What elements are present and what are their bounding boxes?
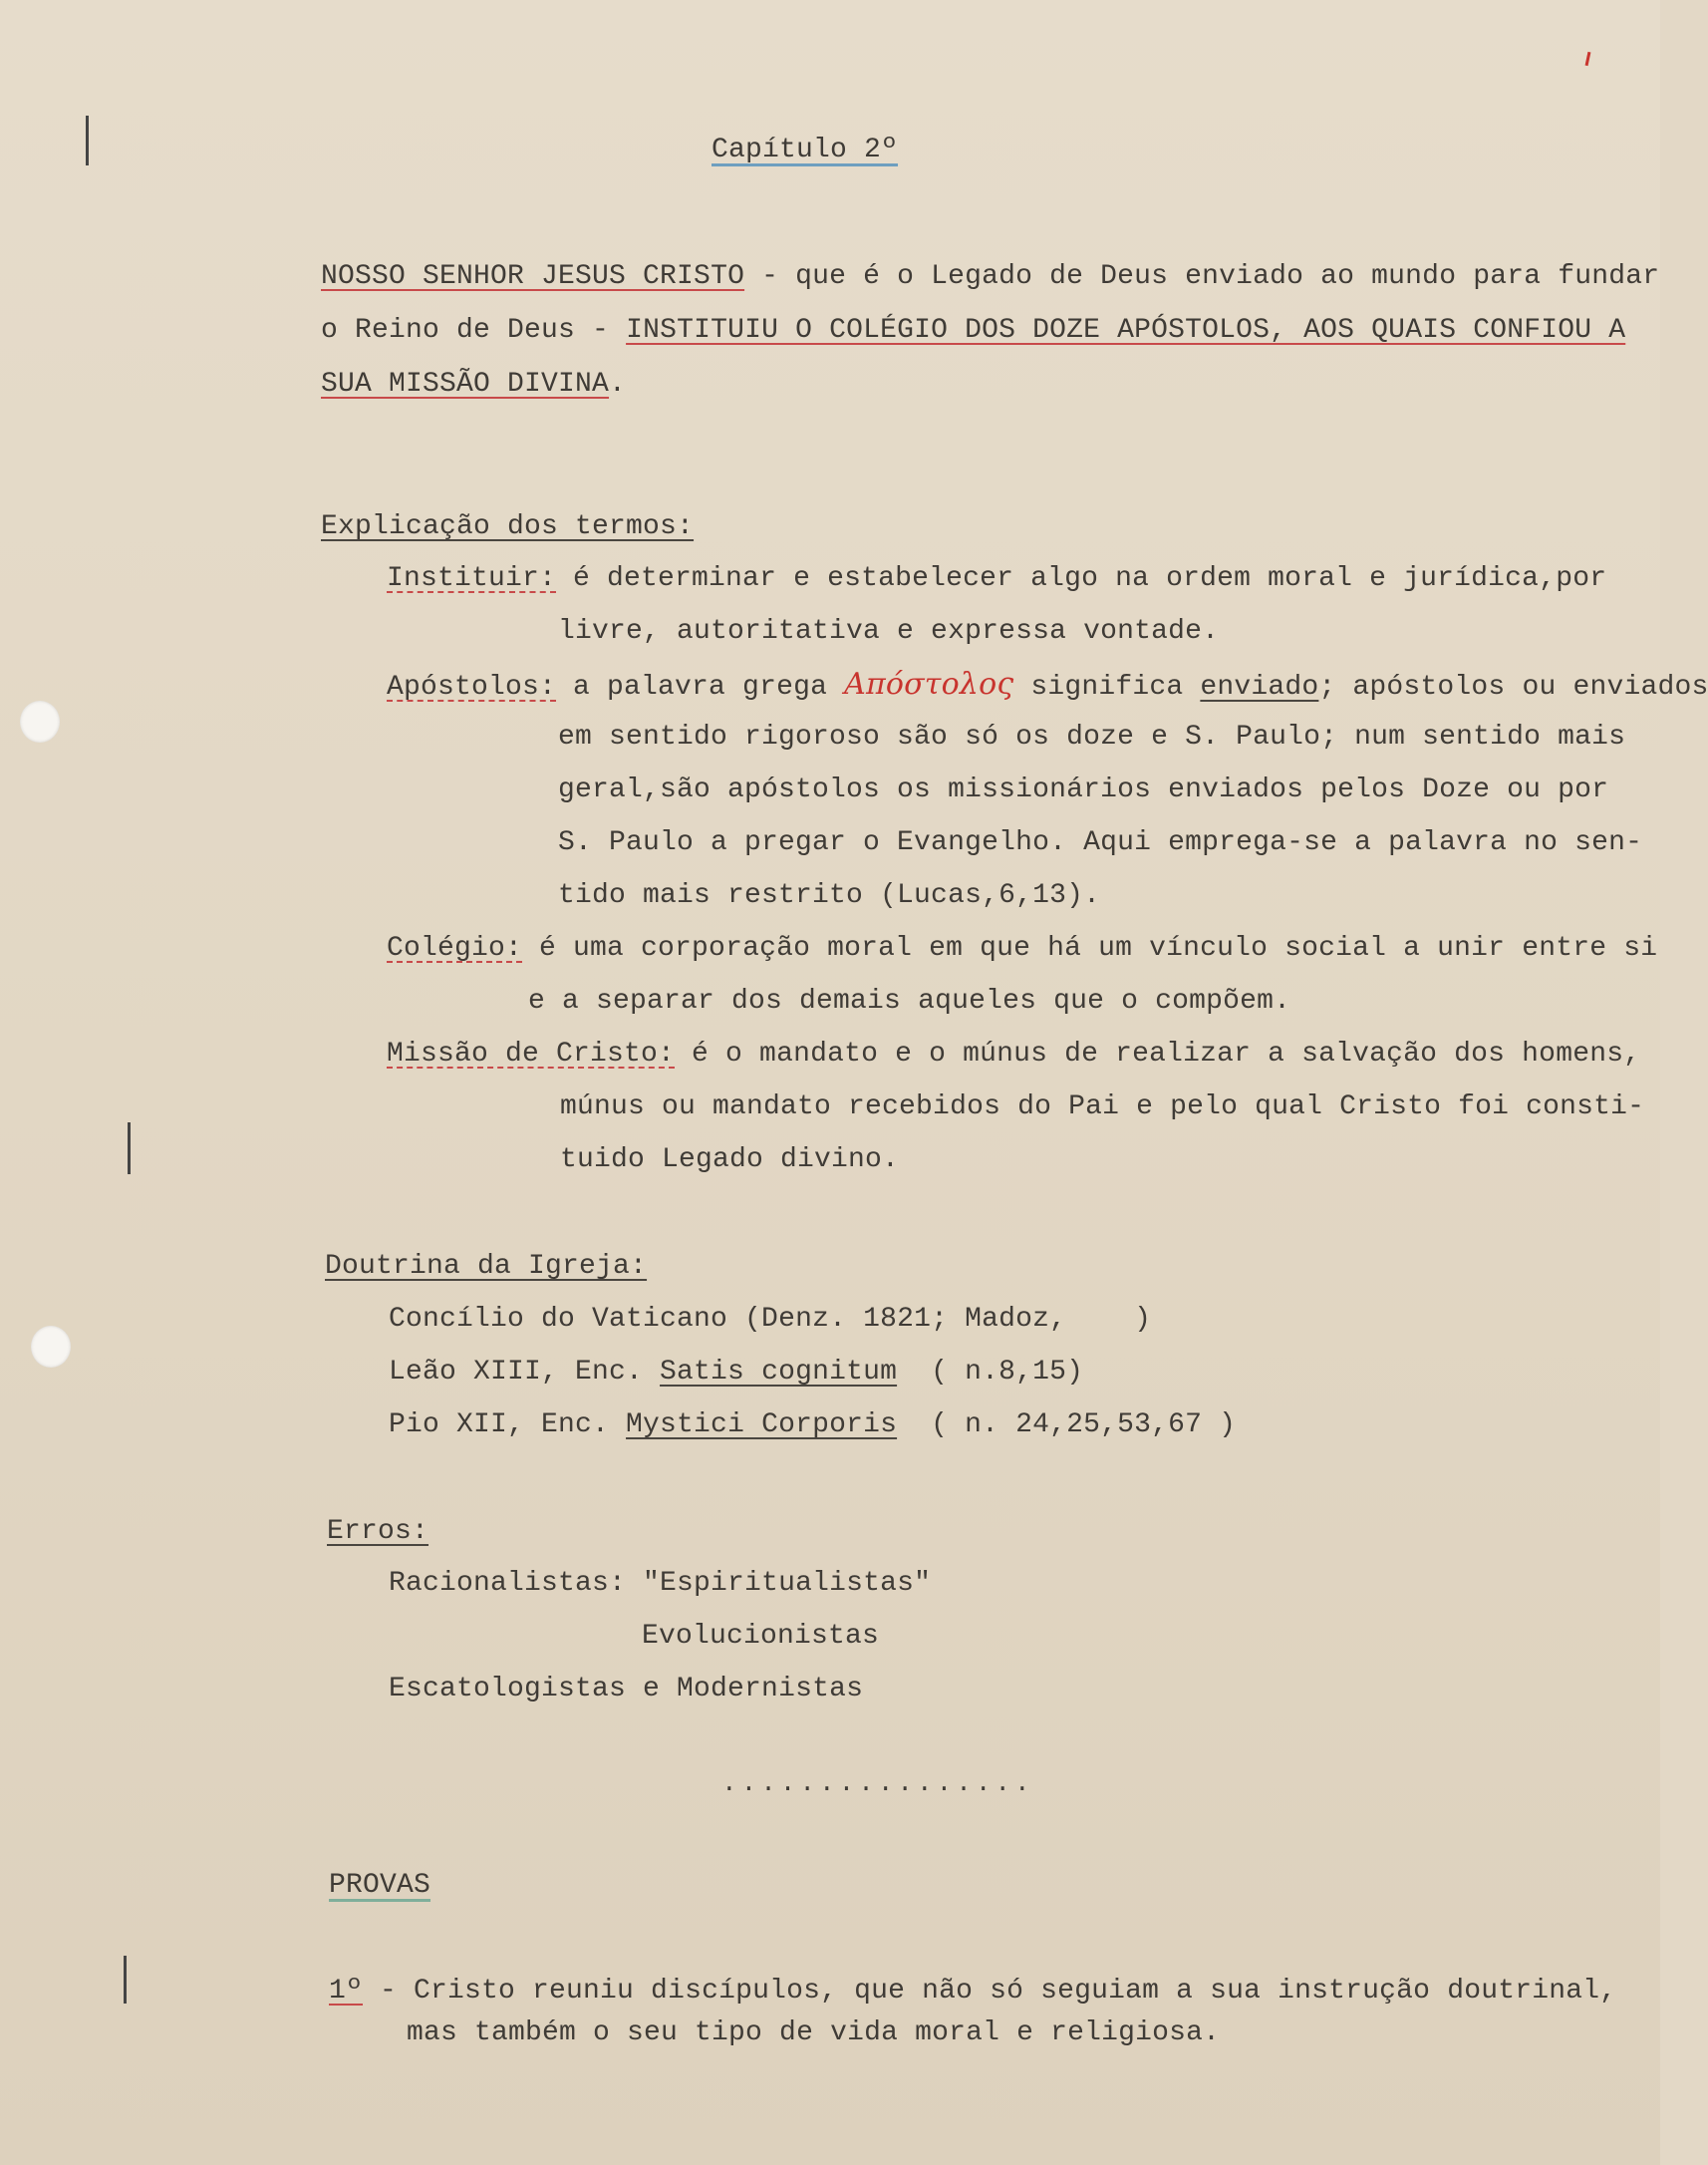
errors-line-2: Evolucionistas — [642, 1621, 880, 1652]
proof-number: 1º — [329, 1976, 364, 2007]
intro-line-3 — [321, 368, 626, 402]
term-definition: significa — [1013, 672, 1201, 703]
term-missao-line-3: tuido Legado divino. — [560, 1144, 900, 1175]
term-apostolos: Apóstolos: — [387, 672, 557, 703]
term-instituir: Instituir: — [387, 563, 557, 594]
intro-text: - que é o Legado de Deus enviado ao mundo para fundar — [744, 261, 1660, 292]
proof-text: - Cristo reuniu discípulos, que não só seguiam a sua instrução doutrinal, — [363, 1976, 1617, 2007]
encyclical-mystici-corporis: Mystici Corporis — [626, 1409, 898, 1440]
errors-line-1: Racionalistas: "Espiritualistas" — [389, 1568, 932, 1599]
term-apostolos-line-4: S. Paulo a pregar o Evangelho. Aqui emprega-se a palavra no sen- — [558, 827, 1643, 858]
term-definition: é determinar e estabelecer algo na ordem moral e jurídica,por — [556, 563, 1607, 594]
encyclical-satis-cognitum: Satis cognitum — [660, 1357, 898, 1388]
term-apostolos-line-2: em sentido rigoroso são só os doze e S. Paulo; num sentido mais — [558, 722, 1626, 753]
doctrine-text: Pio XII, Enc. — [389, 1409, 627, 1440]
term-colegio-line-1 — [387, 932, 1657, 966]
term-definition: é o mandato e o múnus de realizar a salvação dos homens, — [675, 1039, 1641, 1070]
intro-thesis: INSTITUIU O COLÉGIO DOS DOZE APÓSTOLOS, AOS QUAIS CONFIOU A — [626, 315, 1626, 346]
punch-hole-top — [20, 701, 60, 743]
proofs-title: PROVAS — [329, 1870, 431, 1901]
margin-mark-bottom — [124, 1956, 127, 2004]
intro-text: o Reino de Deus - — [321, 315, 627, 346]
term-missao-line-1 — [387, 1038, 1640, 1072]
doctrine-line-3 — [389, 1408, 1236, 1442]
punch-hole-bottom — [31, 1326, 71, 1368]
greek-word: Απόστολος — [844, 667, 1014, 702]
intro-line-2 — [321, 314, 1625, 348]
term-colegio: Colégio: — [387, 933, 523, 964]
term-definition: a palavra grega — [556, 672, 845, 703]
term-missao: Missão de Cristo: — [387, 1039, 676, 1070]
term-missao-line-2: múnus ou mandato recebidos do Pai e pelo qual Cristo foi consti- — [560, 1091, 1645, 1122]
term-colegio-line-2: e a separar dos demais aqueles que o compõem. — [528, 986, 1291, 1017]
doctrine-line-1: Concílio do Vaticano (Denz. 1821; Madoz, ) — [389, 1304, 1152, 1335]
red-tick-mark — [1585, 52, 1591, 66]
chapter-heading: Capítulo 2º — [712, 135, 899, 165]
term-instituir-line-1 — [387, 562, 1606, 596]
doctrine-text: ( n.8,15) — [897, 1357, 1084, 1388]
intro-subject: NOSSO SENHOR JESUS CRISTO — [321, 261, 745, 292]
doctrine-text: ( n. 24,25,53,67 ) — [897, 1409, 1237, 1440]
term-apostolos-line-5: tido mais restrito (Lucas,6,13). — [558, 880, 1101, 911]
doctrine-title: Doutrina da Igreja: — [325, 1251, 648, 1282]
term-apostolos-line-3: geral,são apóstolos os missionários enviados pelos Doze ou por — [558, 774, 1609, 805]
margin-mark-top — [86, 116, 89, 165]
term-instituir-line-2: livre, autoritativa e expressa vontade. — [558, 616, 1220, 647]
errors-title: Erros: — [327, 1516, 429, 1547]
proof-1-line-2: mas também o seu tipo de vida moral e religiosa. — [407, 2017, 1221, 2048]
intro-line-1 — [321, 260, 1659, 294]
doctrine-line-2 — [389, 1356, 1083, 1390]
intro-text: . — [609, 369, 627, 400]
term-definition: é uma corporação moral em que há um vínculo social a unir entre si — [522, 933, 1658, 964]
doctrine-text: Leão XIII, Enc. — [389, 1357, 661, 1388]
word-enviado: enviado — [1200, 672, 1319, 703]
term-apostolos-line-1 — [387, 668, 1708, 705]
term-definition: ; apóstolos ou enviados — [1318, 672, 1708, 703]
proof-1-line-1 — [329, 1975, 1616, 2009]
intro-thesis-end: SUA MISSÃO DIVINA — [321, 369, 610, 400]
separator-dots: ................ — [721, 1768, 1034, 1798]
errors-line-3: Escatologistas e Modernistas — [389, 1674, 864, 1704]
margin-mark-middle — [128, 1122, 131, 1174]
terms-title: Explicação dos termos: — [321, 511, 695, 542]
